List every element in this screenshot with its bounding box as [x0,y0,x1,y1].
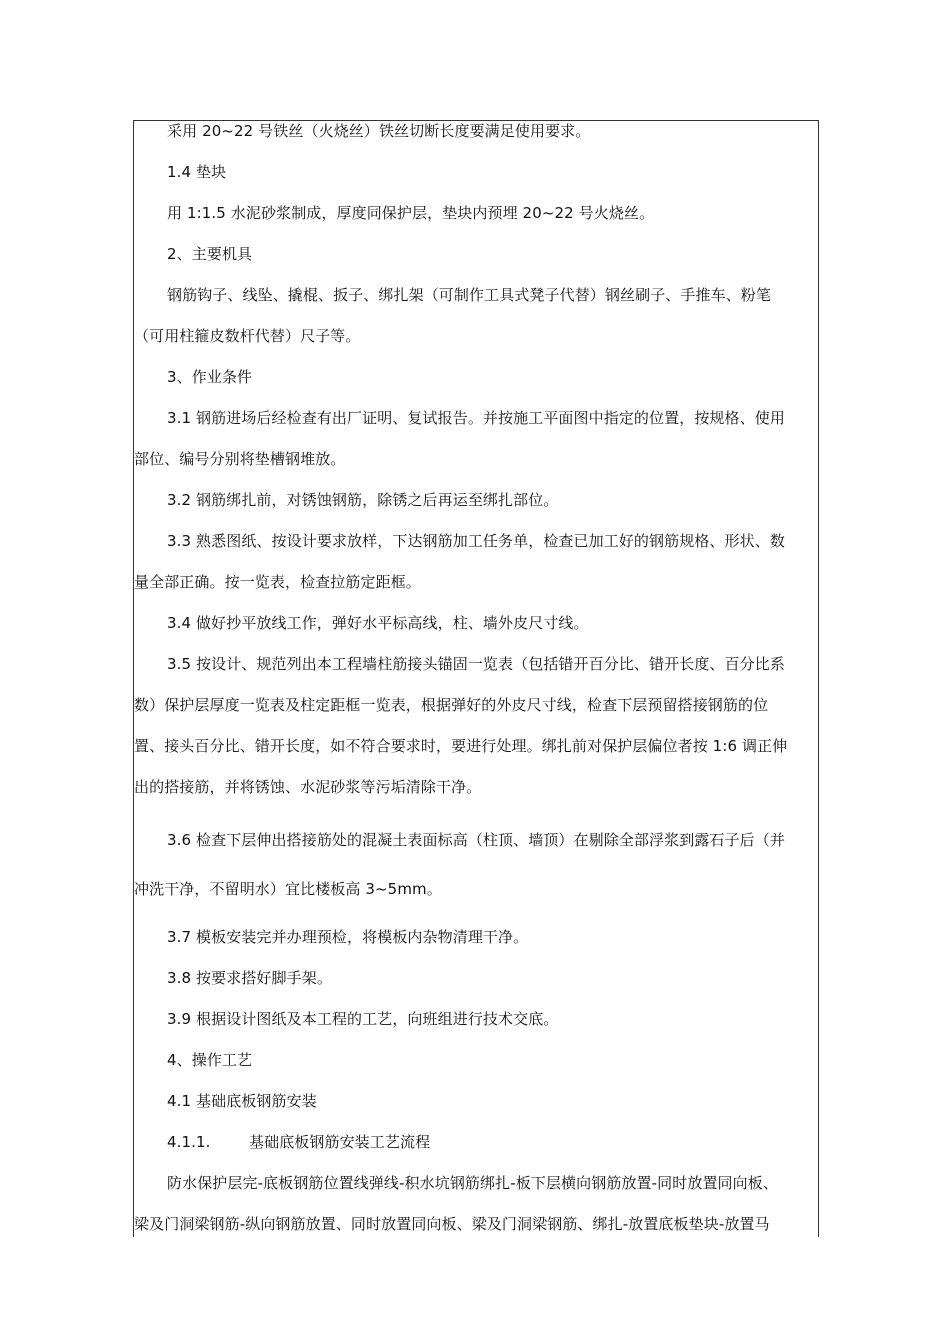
text-line: 用 1:1.5 水泥砂浆制成，厚度同保护层，垫块内预埋 20~22 号火烧丝。 [167,204,655,222]
text-line: 3.7 模板安装完并办理预检，将模板内杂物清理干净。 [167,928,529,946]
text-line: 3.6 检查下层伸出搭接筋处的混凝土表面标高（柱顶、墙顶）在剔除全部浮浆到露石子后（并 [167,831,785,849]
text-line: 置、接头百分比、错开长度，如不符合要求时，要进行处理。绑扎前对保护层偏位者按 1:6 调正伸 [134,737,788,755]
section-heading-4: 4、操作工艺 [167,1051,253,1069]
text-line: 3.9 根据设计图纸及本工程的工艺，向班组进行技术交底。 [167,1010,559,1028]
flow-heading [134,1132,819,1152]
document-table-cell [133,120,819,1237]
text-line: 冲洗干净，不留明水）宜比楼板高 3~5mm。 [134,880,442,898]
text-line: 3.4 做好抄平放线工作，弹好水平标高线，柱、墙外皮尺寸线。 [167,614,589,632]
text-line: 梁及门洞梁钢筋-纵向钢筋放置、同时放置同向板、梁及门洞梁钢筋、绑扎-放置底板垫块-放置马 [134,1215,770,1233]
text-line: 量全部正确。按一览表，检查拉筋定距框。 [134,573,421,591]
flow-heading-number: 4.1.1. [167,1133,211,1151]
text-line: 3.8 按要求搭好脚手架。 [167,969,332,987]
text-line: 3.1 钢筋进场后经检查有出厂证明、复试报告。并按施工平面图中指定的位置，按规格、使用 [167,409,785,427]
text-line: 3.3 熟悉图纸、按设计要求放样，下达钢筋加工任务单，检查已加工好的钢筋规格、形状、数 [167,532,785,550]
section-heading-1-4: 1.4 垫块 [167,163,227,181]
text-line: 数）保护层厚度一览表及柱定距框一览表，根据弹好的外皮尺寸线，检查下层预留搭接钢筋的位 [134,696,769,714]
section-heading-2: 2、主要机具 [167,245,253,263]
text-line: 3.5 按设计、规范列出本工程墙柱筋接头锚固一览表（包括错开百分比、错开长度、百分比系 [167,655,785,673]
section-heading-4-1: 4.1 基础底板钢筋安装 [167,1092,317,1110]
text-line: 部位、编号分别将垫槽钢堆放。 [134,450,346,468]
flow-heading-title: 基础底板钢筋安装工艺流程 [249,1133,431,1151]
section-heading-3: 3、作业条件 [167,368,253,386]
text-line: 3.2 钢筋绑扎前，对锈蚀钢筋，除锈之后再运至绑扎部位。 [167,491,559,509]
text-line: 采用 20~22 号铁丝（火烧丝）铁丝切断长度要满足使用要求。 [167,122,591,140]
text-line: 出的搭接筋，并将锈蚀、水泥砂浆等污垢清除干净。 [134,778,482,796]
text-line: （可用柱箍皮数杆代替）尺子等。 [134,327,361,345]
text-line: 防水保护层完-底板钢筋位置线弹线-积水坑钢筋绑扎-板下层横向钢筋放置-同时放置同向板、 [167,1174,778,1192]
text-line: 钢筋钩子、线坠、撬棍、扳子、绑扎架（可制作工具式凳子代替）钢丝刷子、手推车、粉笔 [167,286,772,304]
